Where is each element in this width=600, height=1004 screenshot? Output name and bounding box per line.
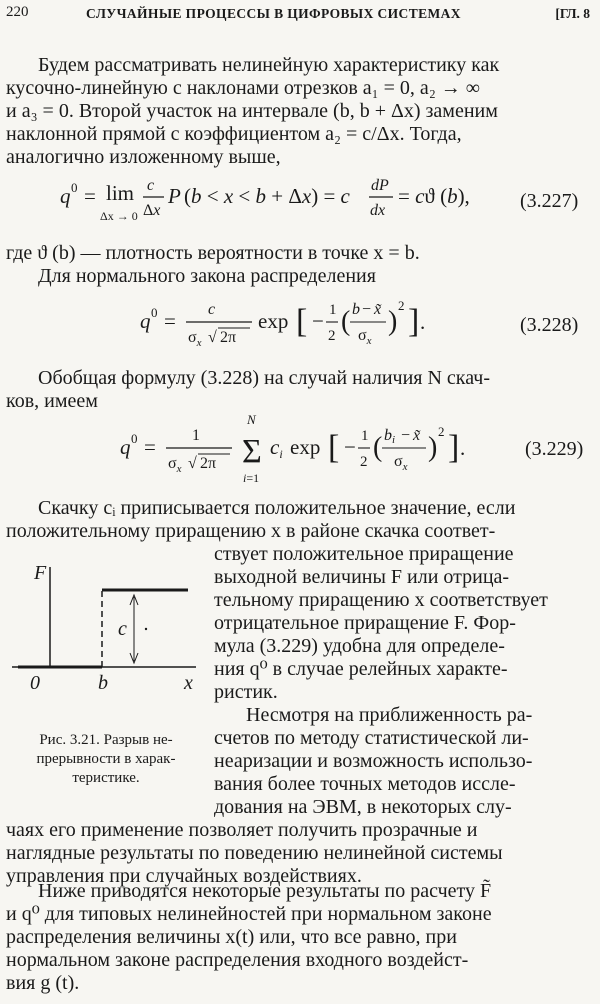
- svg-text:i=1: i=1: [243, 471, 260, 485]
- svg-text:=: =: [144, 435, 156, 459]
- text-line: Будем рассматривать нелинейную характеристику как: [38, 54, 500, 76]
- svg-text:dP: dP: [371, 177, 389, 194]
- text-line: кусочно-линейную с наклонами отрезков a₁ = 0, a₂ → ∞: [6, 77, 481, 99]
- text-line: и q⁰ для типовых нелинейностей при нормальном законе: [6, 903, 492, 925]
- svg-text:lim: lim: [106, 181, 135, 205]
- text-line: Ниже приводятся некоторые результаты по расчету F̃: [38, 880, 492, 902]
- svg-text:2: 2: [360, 454, 368, 470]
- chapter-marker: [ГЛ. 8: [555, 6, 590, 21]
- equation-3-228: [140, 292, 470, 356]
- svg-text:b: b: [352, 301, 360, 318]
- svg-text:x̃: x̃: [413, 427, 421, 444]
- text-line: где ϑ (b) — плотность вероятности в точке x = b.: [6, 242, 420, 264]
- svg-text:0: 0: [131, 431, 138, 446]
- svg-text:0: 0: [71, 180, 78, 195]
- paragraph-6: [6, 880, 594, 995]
- figure-3-21: [8, 555, 208, 700]
- svg-text:.: .: [460, 436, 466, 460]
- text-line: нормальном законе распределения входного воздейст-: [6, 949, 469, 971]
- page-header: [6, 4, 590, 28]
- axis-f-label: F: [34, 562, 47, 584]
- svg-text:dx: dx: [370, 202, 386, 219]
- svg-text:2: 2: [328, 328, 336, 344]
- text-line: ристик.: [214, 681, 278, 703]
- svg-text:−: −: [344, 435, 356, 459]
- text-line: Несмотря на приближенность ра-: [246, 704, 533, 726]
- svg-text:c: c: [147, 177, 155, 194]
- svg-text:1: 1: [329, 302, 337, 318]
- equation-3-227: [60, 170, 520, 230]
- equation-3-229: [120, 412, 500, 488]
- svg-text:=: =: [84, 184, 96, 208]
- svg-text:Δx: Δx: [143, 202, 161, 219]
- svg-text:σx: $\sigma_x$: [188, 329, 202, 349]
- text-line: Скачку cᵢ приписывается положительное значение, если: [38, 497, 516, 519]
- svg-text:Δx → 0: Δx → 0: [100, 209, 138, 223]
- text-line: ков, имеем: [6, 390, 98, 412]
- svg-text:q: q: [60, 184, 71, 208]
- text-line: управления при случайных воздействиях.: [6, 865, 362, 887]
- text-line: наглядные результаты по поведению нелинейной системы: [6, 842, 503, 864]
- equation-number: (3.227): [520, 190, 579, 212]
- text-line: ния q⁰ в случае релейных характе-: [214, 658, 508, 680]
- svg-text:σx: $\sigma_x$: [358, 327, 372, 347]
- svg-text:.: .: [420, 310, 426, 334]
- svg-text:2π: 2π: [220, 329, 237, 346]
- caption-line: Рис. 3.21. Разрыв не-: [39, 732, 173, 748]
- text-line: аналогично изложенному выше,: [6, 146, 281, 168]
- svg-text:=: =: [164, 309, 176, 333]
- svg-text:x̃: x̃: [374, 301, 382, 318]
- svg-text:σx: $\sigma_x$: [168, 455, 182, 475]
- svg-text:[: [: [296, 303, 308, 340]
- svg-text:exp: exp: [290, 435, 321, 459]
- c-label: c: [118, 618, 127, 640]
- caption-line: прерывности в харак-: [36, 751, 176, 767]
- text-line: мула (3.229) удобна для определе-: [214, 635, 505, 657]
- paragraph-1: [6, 54, 594, 169]
- svg-text:σx: $\sigma_x$: [394, 453, 408, 473]
- text-line: распределения величины x(t) или, что все равно, при: [6, 926, 457, 948]
- svg-text:]: ]: [448, 429, 460, 466]
- svg-text:−: −: [362, 301, 372, 318]
- paragraph-3: [6, 367, 594, 413]
- svg-text:(: (: [341, 306, 351, 337]
- svg-text:2: 2: [398, 298, 405, 313]
- svg-text:ci: ci: [270, 435, 283, 461]
- equation-number: (3.229): [525, 438, 584, 460]
- caption-line: теристике.: [72, 770, 140, 786]
- svg-text:2: 2: [438, 424, 445, 439]
- svg-text:−: −: [401, 427, 411, 444]
- running-title: СЛУЧАЙНЫЕ ПРОЦЕССЫ В ЦИФРОВЫХ СИСТЕМАХ: [86, 6, 461, 21]
- svg-text:c: c: [208, 301, 216, 318]
- svg-text:1: 1: [361, 428, 369, 444]
- svg-text:): ): [388, 306, 398, 337]
- text-line: Для нормального закона распределения: [38, 265, 376, 287]
- text-line: отрицательное приращение F. Фор-: [214, 612, 516, 634]
- svg-text:N: N: [247, 412, 256, 427]
- text-line: тельному приращению x соответствует: [214, 589, 548, 611]
- text-line: вания более точных методов иссле-: [214, 773, 516, 795]
- text-line: наклонной прямой с коэффициентом a₂ = c/Δx. Тогда,: [6, 123, 462, 145]
- equation-number: (3.228): [520, 314, 579, 336]
- text-line: чаях его применение позволяет получить прозрачные и: [6, 819, 478, 841]
- text-line: положительному приращению x в районе скачка соответ-: [6, 520, 496, 542]
- text-line: и a₃ = 0. Второй участок на интервале (b, b + Δx) заменим: [6, 100, 498, 122]
- axis-x-label: x: [184, 672, 193, 694]
- text-line: неаризации и возможность использо-: [214, 750, 533, 772]
- paragraph-5: [6, 819, 594, 888]
- text-line: счетов по методу статистической ли-: [214, 727, 529, 749]
- svg-text:q: q: [120, 435, 131, 459]
- b-label: b: [98, 672, 108, 694]
- svg-text:(b < x < b + Δx) = c: (b < x < b + Δx) = c: [184, 184, 350, 208]
- svg-text:[: [: [328, 429, 340, 466]
- text-line: дования на ЭВМ, в некоторых слу-: [214, 796, 512, 818]
- svg-text:exp: exp: [258, 309, 289, 333]
- text-line: ствует положительное приращение: [214, 543, 514, 565]
- svg-text:0: 0: [151, 305, 158, 320]
- svg-text:): ): [428, 432, 438, 463]
- svg-text:−: −: [312, 309, 324, 333]
- svg-text:Σ: Σ: [242, 433, 262, 470]
- svg-text:√: √: [208, 329, 217, 346]
- text-line: выходной величины F или отрица-: [214, 566, 510, 588]
- svg-text:q: q: [140, 309, 151, 333]
- figure-caption: [8, 731, 204, 788]
- page-number: 220: [6, 4, 29, 20]
- paragraph-4: [6, 497, 594, 543]
- svg-text:(: (: [373, 432, 383, 463]
- svg-text:]: ]: [408, 303, 420, 340]
- svg-text:bi: bi: [384, 427, 396, 446]
- text-line: вия g (t).: [6, 972, 80, 994]
- svg-text:P: P: [168, 184, 181, 208]
- paragraph-2: [6, 242, 594, 288]
- origin-label: 0: [30, 672, 40, 694]
- svg-text:= cϑ (b),: = cϑ (b),: [398, 184, 470, 208]
- svg-text:1: 1: [192, 427, 200, 444]
- text-line: Обобщая формулу (3.228) на случай наличия N скач-: [38, 367, 491, 389]
- svg-text:√: √: [188, 455, 197, 472]
- side-text: [214, 543, 594, 819]
- svg-text:2π: 2π: [200, 455, 217, 472]
